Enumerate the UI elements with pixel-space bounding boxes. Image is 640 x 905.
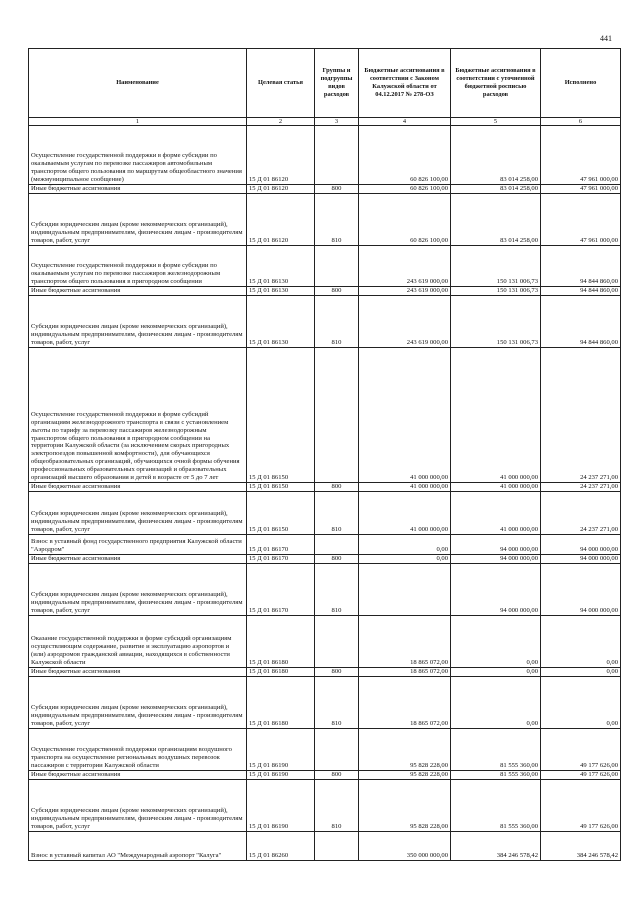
row-expense-group [315,616,359,668]
row-name: Субсидии юридическим лицам (кроме некоммерческих организаций), индивидуальным предпринимателям, физическим лицам - производителям товаров, работ, услуг [29,296,247,348]
row-refined-amount: 83 014 258,00 [451,126,541,185]
row-name: Осуществление государственной поддержки в форме субсидии по оказываемым услугам по перевозке пассажиров железнодорожным транспортом общего пользования в пригородном сообщении [29,246,247,287]
row-law-amount: 243 619 000,00 [359,287,451,296]
row-executed-amount: 94 844 860,00 [541,287,621,296]
page-number: 441 [600,34,612,43]
row-executed-amount: 49 177 626,00 [541,771,621,780]
row-expense-group: 810 [315,296,359,348]
row-executed-amount: 24 237 271,00 [541,492,621,535]
row-refined-amount: 81 555 360,00 [451,729,541,771]
row-law-amount: 41 000 000,00 [359,348,451,483]
row-law-amount: 95 828 228,00 [359,729,451,771]
row-law-amount: 0,00 [359,555,451,564]
row-law-amount: 95 828 228,00 [359,780,451,832]
row-law-amount: 243 619 000,00 [359,246,451,287]
row-target-article: 15 Д 01 86150 [247,492,315,535]
row-expense-group: 800 [315,555,359,564]
header-law-assignments: Бюджетные ассигнования в соответствии с Законом Калужской области от 04.12.2017 № 278-ОЗ [359,49,451,118]
header-refined-assignments: Бюджетные ассигнования в соответствии с уточненной бюджетной росписью расходов [451,49,541,118]
column-number: 5 [451,118,541,126]
row-target-article: 15 Д 01 86190 [247,780,315,832]
table-row [29,194,621,246]
row-expense-group: 810 [315,677,359,729]
row-expense-group [315,729,359,771]
row-law-amount: 41 000 000,00 [359,492,451,535]
table-row [29,296,621,348]
table-row [29,185,621,194]
row-target-article: 15 Д 01 86130 [247,287,315,296]
table-row [29,555,621,564]
row-law-amount: 60 826 100,00 [359,126,451,185]
row-name: Иные бюджетные ассигнования [29,483,247,492]
row-name: Иные бюджетные ассигнования [29,555,247,564]
row-target-article: 15 Д 01 86120 [247,194,315,246]
row-refined-amount: 41 000 000,00 [451,483,541,492]
row-expense-group: 800 [315,483,359,492]
row-law-amount: 41 000 000,00 [359,483,451,492]
header-name: Наименование [29,49,247,118]
table-row [29,246,621,287]
row-refined-amount: 0,00 [451,668,541,677]
header-row [29,49,621,118]
row-executed-amount: 49 177 626,00 [541,729,621,771]
row-expense-group: 800 [315,287,359,296]
row-law-amount [359,564,451,616]
column-number: 4 [359,118,451,126]
row-expense-group: 810 [315,564,359,616]
table-row [29,535,621,555]
row-expense-group [315,348,359,483]
row-refined-amount: 384 246 578,42 [451,832,541,861]
row-executed-amount: 47 961 000,00 [541,126,621,185]
row-executed-amount: 24 237 271,00 [541,483,621,492]
row-name: Иные бюджетные ассигнования [29,287,247,296]
table-row [29,677,621,729]
column-number: 1 [29,118,247,126]
row-target-article: 15 Д 01 86150 [247,483,315,492]
row-target-article: 15 Д 01 86180 [247,616,315,668]
row-refined-amount: 0,00 [451,677,541,729]
row-law-amount: 350 000 000,00 [359,832,451,861]
row-name: Осуществление государственной поддержки в форме субсидий организациям железнодорожного транспорта в связи с установлением льготы по тарифу за перевозку пассажиров железнодорожным транспортом общего пользования в пригородном сообщении на территории Калужской области (за исключением скорых пригородных электропоездов повышенной комфортности), для обучающихся общеобразовательных организаций, обучающихся очной формы обучения профессиональных образовательных организаций и образовательных организаций высшего образования и детей в возрасте от 5 до 7 лет [29,348,247,483]
row-executed-amount: 0,00 [541,616,621,668]
row-expense-group [315,535,359,555]
table-row [29,483,621,492]
table-row [29,126,621,185]
table-row [29,771,621,780]
table-row [29,287,621,296]
row-name: Субсидии юридическим лицам (кроме некоммерческих организаций), индивидуальным предпринимателям, физическим лицам - производителям товаров, работ, услуг [29,677,247,729]
column-number: 6 [541,118,621,126]
row-target-article: 15 Д 01 86190 [247,729,315,771]
row-name: Субсидии юридическим лицам (кроме некоммерческих организаций), индивидуальным предпринимателям, физическим лицам - производителям товаров, работ, услуг [29,194,247,246]
header-expense-group: Группы и подгруппы видов расходов [315,49,359,118]
row-name: Субсидии юридическим лицам (кроме некоммерческих организаций), индивидуальным предпринимателям, физическим лицам - производителям товаров, работ, услуг [29,492,247,535]
table-row [29,492,621,535]
row-executed-amount: 49 177 626,00 [541,780,621,832]
row-target-article: 15 Д 01 86120 [247,185,315,194]
budget-table [28,48,621,861]
row-expense-group: 800 [315,185,359,194]
row-target-article: 15 Д 01 86130 [247,296,315,348]
row-name: Осуществление государственной поддержки в форме субсидии по оказываемым услугам по перевозке пассажиров автомобильным транспортом общего пользования по маршрутам общеобластного значения (межмуниципальное сообщение) [29,126,247,185]
header-executed: Исполнено [541,49,621,118]
table-body [29,126,621,861]
table-row [29,564,621,616]
row-law-amount: 60 826 100,00 [359,185,451,194]
row-refined-amount: 150 131 006,73 [451,287,541,296]
row-refined-amount: 94 000 000,00 [451,555,541,564]
row-name: Взнос в уставный капитал АО "Международный аэропорт "Калуга" [29,832,247,861]
row-refined-amount: 83 014 258,00 [451,194,541,246]
table-row [29,668,621,677]
table-row [29,616,621,668]
row-executed-amount: 0,00 [541,668,621,677]
row-refined-amount: 150 131 006,73 [451,246,541,287]
row-target-article: 15 Д 01 86170 [247,555,315,564]
row-expense-group: 800 [315,771,359,780]
row-name: Взнос в уставный фонд государственного предприятия Калужской области "Аэродром" [29,535,247,555]
row-executed-amount: 94 000 000,00 [541,555,621,564]
row-refined-amount: 41 000 000,00 [451,492,541,535]
row-refined-amount: 150 131 006,73 [451,296,541,348]
row-target-article: 15 Д 01 86260 [247,832,315,861]
row-refined-amount: 81 555 360,00 [451,780,541,832]
row-refined-amount: 94 000 000,00 [451,564,541,616]
row-target-article: 15 Д 01 86180 [247,677,315,729]
row-target-article: 15 Д 01 86170 [247,564,315,616]
row-law-amount: 60 826 100,00 [359,194,451,246]
row-executed-amount: 47 961 000,00 [541,185,621,194]
row-executed-amount: 94 000 000,00 [541,564,621,616]
row-executed-amount: 94 000 000,00 [541,535,621,555]
column-number: 2 [247,118,315,126]
row-expense-group [315,246,359,287]
row-refined-amount: 0,00 [451,616,541,668]
table-row [29,729,621,771]
row-law-amount: 18 865 072,00 [359,677,451,729]
row-refined-amount: 41 000 000,00 [451,348,541,483]
row-law-amount: 0,00 [359,535,451,555]
row-target-article: 15 Д 01 86120 [247,126,315,185]
row-name: Субсидии юридическим лицам (кроме некоммерческих организаций), индивидуальным предпринимателям, физическим лицам - производителям товаров, работ, услуг [29,564,247,616]
row-executed-amount: 47 961 000,00 [541,194,621,246]
row-refined-amount: 83 014 258,00 [451,185,541,194]
row-executed-amount: 24 237 271,00 [541,348,621,483]
row-executed-amount: 94 844 860,00 [541,246,621,287]
row-refined-amount: 94 000 000,00 [451,535,541,555]
row-name: Иные бюджетные ассигнования [29,668,247,677]
row-expense-group: 810 [315,492,359,535]
row-target-article: 15 Д 01 86150 [247,348,315,483]
row-expense-group: 810 [315,780,359,832]
row-refined-amount: 81 555 360,00 [451,771,541,780]
row-expense-group: 800 [315,668,359,677]
row-law-amount: 243 619 000,00 [359,296,451,348]
row-expense-group: 810 [315,194,359,246]
row-target-article: 15 Д 01 86170 [247,535,315,555]
header-target-article: Целевая статья [247,49,315,118]
row-executed-amount: 0,00 [541,677,621,729]
table-row [29,348,621,483]
row-expense-group [315,832,359,861]
row-executed-amount: 384 246 578,42 [541,832,621,861]
row-name: Иные бюджетные ассигнования [29,771,247,780]
column-number: 3 [315,118,359,126]
row-name: Осуществление государственной поддержки организациям воздушного транспорта на осуществление региональных воздушных перевозок пассажиров с территории Калужской области [29,729,247,771]
row-law-amount: 95 828 228,00 [359,771,451,780]
row-executed-amount: 94 844 860,00 [541,296,621,348]
row-target-article: 15 Д 01 86180 [247,668,315,677]
row-law-amount: 18 865 072,00 [359,668,451,677]
row-target-article: 15 Д 01 86130 [247,246,315,287]
row-target-article: 15 Д 01 86190 [247,771,315,780]
row-expense-group [315,126,359,185]
table-row [29,780,621,832]
row-name: Иные бюджетные ассигнования [29,185,247,194]
row-name: Субсидии юридическим лицам (кроме некоммерческих организаций), индивидуальным предпринимателям, физическим лицам - производителям товаров, работ, услуг [29,780,247,832]
row-law-amount: 18 865 072,00 [359,616,451,668]
row-name: Оказание государственной поддержки в форме субсидий организациям осуществляющим содержание, развитие и эксплуатацию аэропортов и (или) аэродромов гражданской авиации, находящихся в собственности Калужской области [29,616,247,668]
table-row [29,832,621,861]
column-number-row [29,118,621,126]
